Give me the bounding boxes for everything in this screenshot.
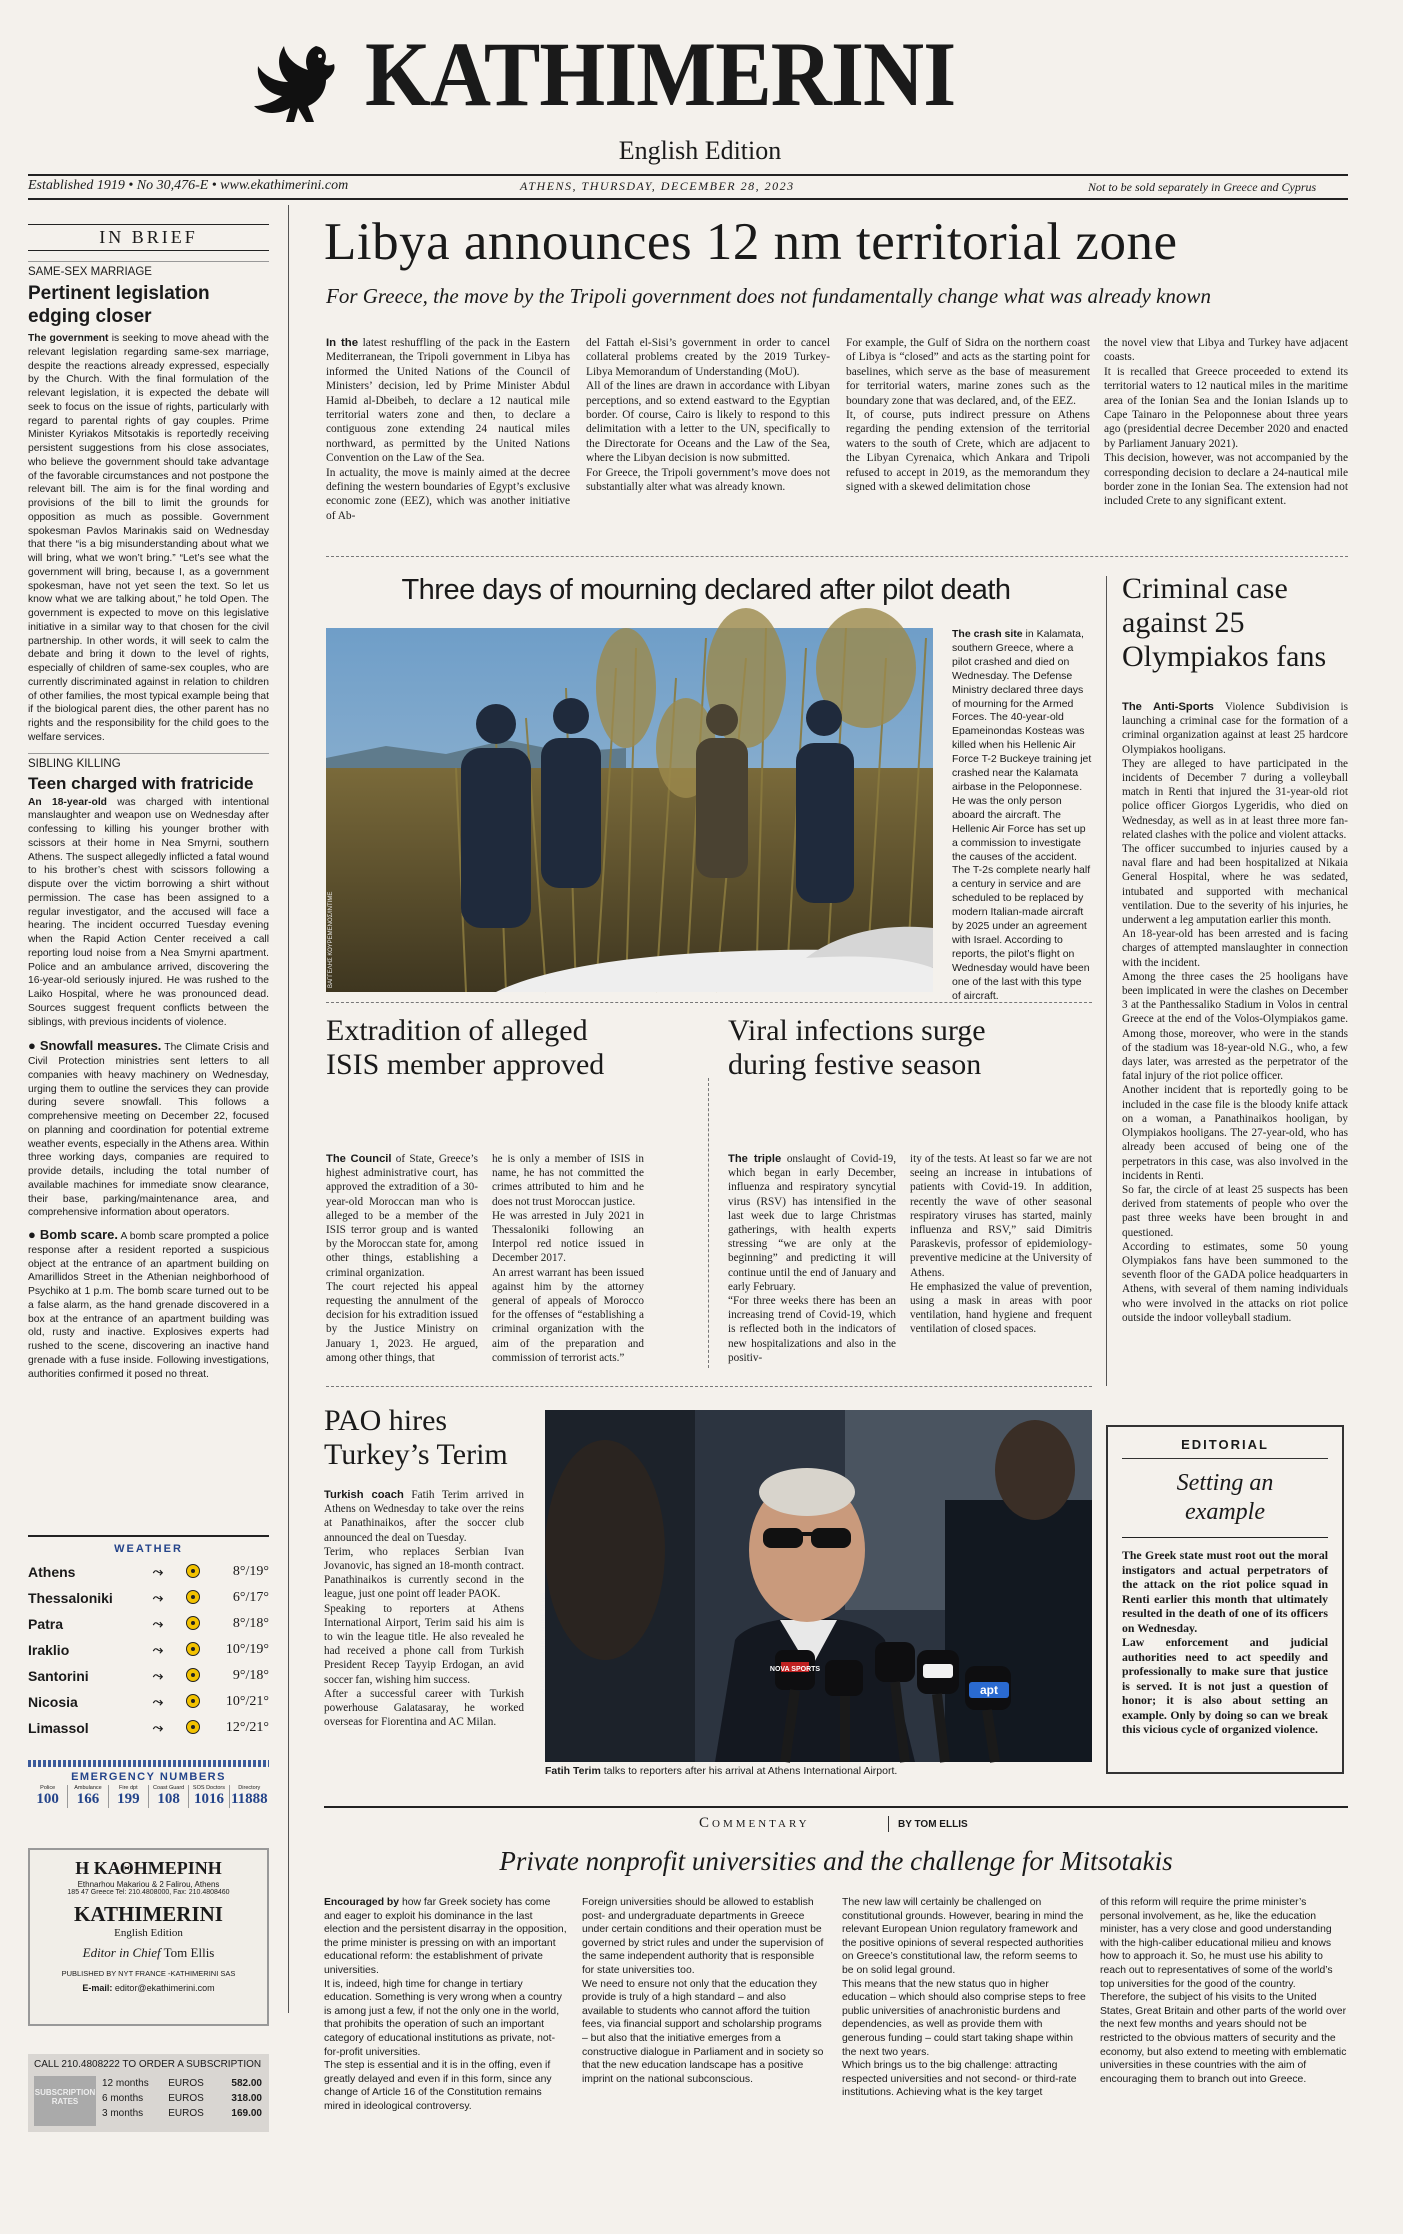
masthead (0, 0, 1403, 200)
weather-city: Patra (28, 1616, 64, 1632)
wind-icon: ⤳ (152, 1720, 164, 1735)
sub-price: 169.00 (231, 2108, 262, 2119)
weather-temp: 12°/21° (225, 1720, 269, 1735)
weather-row (28, 1585, 269, 1611)
sub-price: 318.00 (231, 2093, 262, 2104)
terim-photo (541, 1410, 1092, 1762)
lead-col-4: the novel view that Libya and Turkey have adjacent coasts. It is recalled that Greece proceeded to extend its territorial waters to 12 nautical miles in the maritime area of the Ionian Sea and the Ionian Islands up to Cape Tainaro in the Peloponnese about three years ago (presidential decree December 2020 and enacted by Parliament January 2021). This decision, however, was not accompanied by the corresponding decision to declare a 24-nautical mile border zone in the Ionian Sea. The extension had not included Crete to any significant extent. (1104, 337, 1348, 508)
emergency-item (188, 1785, 228, 1808)
sub-period: 3 months (102, 2108, 144, 2119)
weather-box (28, 1535, 269, 1741)
crash-site-photo (326, 628, 933, 992)
terim-photo-credit: ΑΛΕΞΑΝΔΡΟΣ ΣΤΑΜΑΤΙΟΥ/INTIME NEWS (541, 1592, 547, 1710)
viral-col-1: The triple onslaught of Covid-19, which began in early December, influenza and respiratory syncytial virus (RSV) has intensified in the last week due to large Christmas gatherings, with health experts stressing “we are only at the beginning” and predicting it will continue until the end of January and early February. “For three weeks there has been an increasing trend of Covid-19, which is reflected both in the indicators of new hospitalizations and also in the positiv- (728, 1153, 896, 1364)
weather-row (28, 1611, 269, 1637)
publisher-greek-name: Η ΚΑΘΗΜΕΡΙΝΗ (75, 1858, 222, 1878)
weather-row (28, 1689, 269, 1715)
subscription-label: SUBSCRIPTION RATES (34, 2076, 96, 2126)
brief-text-snowfall: ● Snowfall measures. The Climate Crisis and Civil Protection ministries sent letters to all companies with heavy machinery on Wednesday, urging them to outline the services they can provide during severe snowfall. This follows a comprehensive meeting on December 22, focused on planning and coordination for potential extreme weather events, especially in the Athens area. Within three working days, companies are required to provide details, including the total number of available machines for immediate snow clearance, their base, parking/maintenance area, and comprehensive information about operators. (28, 1038, 269, 1219)
commentary-col-2: Foreign universities should be allowed to establish post- and undergraduate departments in Greece under certain conditions and their operation must be governed by strict rules and under the supervision of the same independent authority that is responsible for state universities too. We need to ensure not only that the education they provide is truly of a high standard – and also available to students who cannot afford the tuition fees, via financial support and scholarship programs – but also that the initiative emerges from a constructive dialogue in Parliament and in society so that the new education landscape has a positive imprint on the national subconscious. (582, 1897, 824, 2085)
weather-temp: 8°/18° (232, 1616, 269, 1631)
emergency-label: Fire dpt (118, 1785, 138, 1791)
wind-icon: ⤳ (152, 1590, 164, 1605)
publisher-edition: English Edition (114, 1927, 183, 1939)
mic-flag-nova: NOVA SPORTS (769, 1666, 821, 1673)
emergency-number: 1016 (193, 1791, 224, 1807)
weather-temp: 8°/19° (232, 1564, 269, 1579)
sun-icon (173, 1715, 213, 1741)
lead-headline: Libya announces 12 nm territorial zone (324, 213, 1178, 271)
weather-row (28, 1715, 269, 1741)
weather-header: WEATHER (114, 1543, 183, 1555)
editorial-text: The Greek state must root out the moral instigators and actual perpetrators of the attack on the riot police squad in Renti earlier this month that ultimately resulted in the death of one of its officers on Wednesday. Law enforcement and judicial authorities need to act speedily and professionally to make sure that justice is served. It is not just a question of honor; it is also about setting an example. Only by doing so can we break this vicious cycle of organized violence. (1122, 1548, 1328, 1736)
lead-subhead: For Greece, the move by the Tripoli government does not fundamentally change what was already known (326, 284, 1211, 308)
emergency-number: 11888 (230, 1791, 268, 1807)
dateline: ATHENS, THURSDAY, DECEMBER 28, 2023 (520, 179, 795, 193)
emergency-label: Police (40, 1785, 56, 1791)
weather-temp: 10°/19° (225, 1642, 269, 1657)
crash-photo-credit: ΒΑΓΓΕΛΗΣ ΚΟΥΡΕΜΕΝΟΣ/ΙΝΤΙΜΕ (328, 891, 334, 988)
publisher-name: KATHIMERINI (74, 1902, 223, 1926)
weather-row (28, 1637, 269, 1663)
weather-table (28, 1559, 269, 1741)
weather-temp: 10°/21° (225, 1694, 269, 1709)
mourning-headline: Three days of mourning declared after pilot death (401, 574, 1011, 606)
griffin-logo-icon (246, 36, 338, 132)
pao-text: Turkish coach Fatih Terim arrived in Athens on Wednesday to take over the reins at Panathinaikos, after the soccer club announced the deal on Tuesday. Terim, who replaces Serbian Ivan Jovanovic, has signed an 18-month contract. Panathinaikos is currently second in the league, just one point off leader PAOK. Speaking to reporters at Athens International Airport, Terim said his aim is to win the league title. He also revealed he had received a phone call from Turkish President Recep Tayyip Erdogan, an avid soccer fan, wishing him success. After a successful career with Turkish powerhouse Galatasaray, he worked overseas for Fiorentina and AC Milan. (324, 1489, 524, 1729)
brief-text-bomb: ● Bomb scare. A bomb scare prompted a police response after a resident reported a suspicious object at the entrance of an apartment building on Amarillidos Street in the Athenian neighborhood of Psychiko at 1 p.m. The bomb scare turned out to be a false alarm, as the hand grenade discovered in a box at the entrance of an apartment building was old, rusty and inactive. Explosives experts had rushed to the scene, discovering an inactive hand grenade with a fuse inside. Following investigations, authorities confirmed it posed no threat. (28, 1227, 269, 1380)
weather-temp: 9°/18° (232, 1668, 269, 1683)
weather-city: Nicosia (28, 1694, 78, 1710)
lead-col-3: For example, the Gulf of Sidra on the northern coast of Libya is “closed” and acts as the starting point for baselines, which serve as the base of measurement for territorial waters, marine zones such as the boundary zone that was declared, and, of the EEZ. It, of course, puts indirect pressure on Athens regarding the pending extension of the territorial waters to the south of Crete, which are adjacent to the Libyan Cyrenaica, which Ankara and Tripoli refused to accept in 2019, as the memorandum they signed with a skewed delimitation chose (846, 337, 1090, 494)
sub-currency: EUROS (168, 2093, 204, 2104)
sun-icon (173, 1637, 213, 1663)
editorial-title: Setting an example (1176, 1470, 1274, 1525)
weather-city: Iraklio (28, 1642, 70, 1658)
wind-icon: ⤳ (152, 1642, 164, 1657)
wind-icon: ⤳ (152, 1564, 164, 1579)
brief-kicker-sibling: SIBLING KILLING (28, 753, 269, 770)
publisher-address1: Ethnarhou Makariou & 2 Falirou, Athens (77, 1880, 220, 1889)
brief-title-marriage: Pertinent legislation edging closer (28, 283, 210, 327)
emergency-item (108, 1785, 148, 1808)
sun-icon (173, 1663, 213, 1689)
weather-city: Limassol (28, 1720, 89, 1736)
subscription-row (102, 2091, 262, 2106)
sun-icon (173, 1559, 213, 1585)
sub-currency: EUROS (168, 2108, 204, 2119)
publisher-email: E-mail: editor@ekathimerini.com (82, 1983, 215, 1993)
editorial-label: EDITORIAL (1122, 1437, 1328, 1459)
sun-icon (173, 1689, 213, 1715)
commentary-byline: BY TOM ELLIS (898, 1819, 968, 1830)
emergency-label: SOS Doctors (192, 1785, 226, 1791)
publisher-address2: 185 47 Greece Tel: 210.4808000, Fax: 210.4808460 (67, 1889, 230, 1896)
criminal-text: The Anti-Sports Violence Subdivision is launching a criminal case for the formation of a criminal organization against at least 25 hardcore Olympiakos hooligans. They are alleged to have participated in the incidents of December 7 during a volleyball match in Renti that injured the 31-year-old riot police officer Giorgos Lygeridis, who died on Wednesday, as well as in at least three more fan-related clashes with the police and violent attacks. The officer succumbed to injuries caused by a naval flare and had been hospitalized at Nikaia General Hospital, where he was sedated, intubated and supported with mechanical ventilation. Due to the severity of his injuries, he underwent a leg amputation earlier this month. An 18-year-old has been arrested and is facing charges of attempted manslaughter in connection with the incident. Among the three cases the 25 hooligans have been implicated in were the clashes on December 3 at the Panthessaliko Stadium in Volos in central Greece at the end of the Volos-Olympiakos game. Among those, moreover, who were in the stands of the stadium was 18-year-old N.G., who, a few days later, was arrested as the perpetrator of the fatal injury of the riot police officer. Another incident that is reportedly going to be included in the case file is the bloody knife attack on a woman, a Panathinaikos hooligan, by Olympiakos hooligans. The 27-year-old, who has already been accused of being one of the perpetrators in this case, was also involved in the incidents in Renti. So far, the circle of at least 25 suspects has been derived from statements of people who over the past three weeks have been brought in and questioned. According to estimates, some 50 young Olympiakos fans have been summoned to the seventh floor of the GADA police headquarters in Athens, with several of them naming individuals who were involved in the attacks on riot police outside the indoor volleyball stadium. (1122, 701, 1348, 1324)
masthead-title: KATHIMERINI (365, 23, 956, 125)
wind-icon: ⤳ (152, 1668, 164, 1683)
sub-period: 6 months (102, 2093, 144, 2104)
emergency-item (148, 1785, 188, 1808)
commentary-col-4: of this reform will require the prime minister’s personal involvement, as he, like the education minister, has a very close and good understanding with the high-caliber educational milieu and knows how to approach it. So, he must use his ability to reach out to representatives of some of the world’s top universities for the good of the country. Therefore, the subject of his visits to the United States, Great Britain and other parts of the world over the next few months and years should not be restricted to the obvious matters of security and the economy, but also extend to meeting with emblematic universities in these countries with the aim of encouraging them to branch out into Greece. (1100, 1897, 1347, 2085)
mourning-caption: The crash site in Kalamata, southern Greece, where a pilot crashed and died on Wednesday. The Defense Ministry declared three days of mourning for the Armed Forces. The 40-year-old Epameinondas Kosteas was killed when his Hellenic Air Force T-2 Buckeye training jet crashed near the Kalamata airbase in the Peloponnese. He was the only person aboard the aircraft. The Hellenic Air Force has set up a commission to investigate the causes of the accident. The T-2s complete nearly half a century in service and are scheduled to be replaced by modern Italian-made aircraft by 2025 under an agreement with Israel. According to reports, the pilot’s flight on Wednesday would have been one of the last with this type of aircraft. (952, 628, 1092, 1002)
brief-kicker-marriage: SAME-SEX MARRIAGE (28, 261, 269, 278)
emergency-label: Ambulance (74, 1785, 102, 1791)
extradition-col-1: The Council of State, Greece’s highest administrative court, has approved the extradition of a 30-year-old Moroccan man who is alleged to be a member of the ISIS terror group and is wanted by the Moroccan state for, among other things, establishing a criminal organization. The court rejected his appeal requesting the annulment of the decision for his extradition issued by the Justice Ministry on January 1, 2023. He argued, among other things, that (326, 1153, 478, 1364)
emergency-number: 108 (157, 1791, 180, 1807)
wind-icon: ⤳ (152, 1694, 164, 1709)
wind-icon: ⤳ (152, 1616, 164, 1631)
weather-temp: 6°/17° (232, 1590, 269, 1605)
sun-icon (173, 1611, 213, 1637)
weather-city: Santorini (28, 1668, 89, 1684)
criminal-headline: Criminal case against 25 Olympiakos fans (1122, 572, 1327, 673)
emergency-number: 100 (36, 1791, 59, 1807)
not-sold-notice: Not to be sold separately in Greece and Cyprus (1088, 180, 1317, 194)
brief-text-marriage: The government is seeking to move ahead with the relevant legislation regarding same-sex marriage, despite the reactions already expressed, especially by the Church. With the final formulation of the relevant legislation, it is expected the debate will seek to focus on the issue of rights, particularly with regard to parental rights of gay couples. Prime Minister Kyriakos Mitsotakis is reportedly receiving persistent suggestions from his close associates, who believe the government should take advantage of the favorable circumstances and not postpone the relevant bill. The aim is for the final wording and provisions of the bill to limit the grounds for opposition as much as possible. Government spokesman Pavlos Marinakis said on Wednesday that there “is a big misunderstanding about what we will bring, what we won’t bring.” “Let’s see what the government will bring, because I, as a government spokesman, have not yet seen the text. So let us know what we are talking about,” he told Open. The government is expected to move on this legislative initiative in a similar way to that chosen for the civil partnership. In other words, it will seek to calm the debate and bring it down to the level of rights, especially of children of same-sex couples, who are currently discriminated against in relation to children of other families, the most typical example being that if the biological parent dies, the other parent has no rights and the responsibility for the child goes to the welfare services. (28, 333, 269, 743)
established-line: Established 1919 • No 30,476-E • www.ekathimerini.com (28, 178, 349, 193)
weather-row (28, 1663, 269, 1689)
weather-city: Thessaloniki (28, 1590, 113, 1606)
extradition-col-2: he is only a member of ISIS in name, he has not committed the crimes attributed to him and he does not trust Moroccan justice. He was arrested in July 2021 in Thessaloniki following an Interpol red notice issued in December 2017. An arrest warrant has been issued against him by the attorney general of appeals of Morocco for the offenses of “establishing a criminal organization with the aim of the preparation and commission of terrorist acts.” (492, 1153, 644, 1364)
terim-caption: Fatih Terim talks to reporters after his arrival at Athens International Airport. (545, 1765, 898, 1777)
emergency-item (67, 1785, 107, 1808)
viral-headline: Viral infections surge during festive season (728, 1014, 986, 1081)
emergency-box (28, 1760, 269, 1808)
brief-text-sibling: An 18-year-old was charged with intentional manslaughter and weapon use on Wednesday after confessing to killing his younger brother with scissors at their home in Nea Smyrni, southern Athens. The suspect allegedly inflicted a fatal wound to his brother’s chest with scissors following a dispute over the victim borrowing a shirt without permission. The case has been assigned to a regular investigator, and the accused will face a hearing. The incident occurred Tuesday evening when the Rapid Action Center received a call reporting loud noise from a Nea Smyrni apartment. Police and an ambulance arrived, discovering the 16-year-old seriously injured. He was rushed to the Laiko Hospital, where he was pronounced dead. Sources suggest frequent conflicts between the siblings, with previous incidents of violence. (28, 796, 269, 1028)
extradition-headline: Extradition of alleged ISIS member approved (326, 1014, 605, 1081)
lead-col-2: del Fattah el-Sisi’s government in order to cancel collateral problems created by the 2019 Turkey-Libya Memorandum of Understanding (MoU). All of the lines are drawn in accordance with Libyan perceptions, and so extend eastward to the Egyptian border. Of course, Cairo is likely to respond to this delimitation with a letter to the UN, specifically to the Directorate for Oceans and the Law of the Sea, where the Libyan decision is now submitted. For Greece, the Tripoli government’s move does not substantially alter what was already known. (586, 337, 830, 494)
publisher-box (28, 1848, 269, 2026)
sun-icon (173, 1585, 213, 1611)
editorial-box (1106, 1425, 1344, 1774)
subscription-row (102, 2106, 262, 2121)
sub-currency: EUROS (168, 2078, 204, 2089)
sub-period: 12 months (102, 2078, 149, 2089)
emergency-label: Coast Guard (153, 1785, 185, 1791)
emergency-item (229, 1785, 269, 1808)
in-brief-header: IN BRIEF (28, 224, 269, 251)
lead-col-1: In the latest reshuffling of the pack in the Eastern Mediterranean, the Tripoli government in Libya has informed the United Nations of the Council of Ministers’ decision, led by Prime Minister Abdul Hamid al-Dbeibeh, to declare a 12 nautical mile territorial waters zone and then, to declare a contiguous zone extending 24 nautical miles northward, as permitted by the United Nations Convention on the Law of the Sea. In actuality, the move is mainly aimed at the decree defining the western boundaries of Egypt’s exclusive economic zone (EEZ), which was another initiative of Ab- (326, 337, 570, 522)
commentary-headline: Private nonprofit universities and the challenge for Mitsotakis (499, 1846, 1173, 1876)
subscription-call: CALL 210.4808222 TO ORDER A SUBSCRIPTION (34, 2059, 262, 2070)
publisher-editor: Editor in Chief Tom Ellis (82, 1945, 215, 1960)
weather-row (28, 1559, 269, 1585)
emergency-item (28, 1785, 67, 1808)
subscription-box (28, 2054, 269, 2132)
commentary-label: Commentary (699, 1815, 810, 1831)
emergency-label: Directory (238, 1785, 261, 1791)
commentary-col-1: Encouraged by how far Greek society has come and eager to exploit his dominance in the last election and the persistent disarray in the opposition, the prime minister is pressing on with an important educational reform: the establishment of private universities. It is, indeed, high time for change in tertiary education. Something is very wrong when a country is among just a few, if not the only one in the world, that prohibits the operation of such an important category of educational institutions as private, not-for-profit universities. The step is essential and it is in the offing, even if greatly delayed and even if in this form, since any change of Article 16 of the Constitution remains mired in ideological controversy. (324, 1897, 567, 2112)
masthead-edition: English Edition (618, 136, 782, 165)
brief-title-sibling: Teen charged with fratricide (28, 773, 254, 793)
in-brief-column (28, 210, 269, 1381)
emergency-number: 199 (117, 1791, 140, 1807)
sub-price: 582.00 (231, 2078, 262, 2089)
mic-flag-apt: apt (980, 1683, 998, 1697)
emergency-header: EMERGENCY NUMBERS (71, 1771, 226, 1783)
emergency-number: 166 (76, 1791, 100, 1807)
viral-col-2: ity of the tests. At least so far we are not seeing an increase in intubations of patients with Covid-19. In addition, recently the wave of other seasonal respiratory viruses has started, mainly influenza and RSV,” said Dimitris Paraskevis, professor of epidemiology-preventive medicine at the University of Athens. He emphasized the value of prevention, using a mask in areas with poor ventilation, hand hygiene and frequent ventilation of closed spaces. (910, 1153, 1092, 1336)
subscription-row (102, 2076, 262, 2091)
pao-headline: PAO hires Turkey’s Terim (324, 1404, 508, 1471)
commentary-col-3: The new law will certainly be challenged on constitutional grounds. However, bearing in mind the relevant European Union regulatory framework and the positive opinions of several respected authorities on Greece’s constitutional law, the reform seems to be on solid legal ground. This means that the new status quo in higher education – which should also comprise steps to free public universities of anachronistic burdens and dependencies, as well as provide them with generous funding – could start taking shape within the next two years. Which brings us to the big challenge: attracting respected universities and not second- or third-rate institutions. Achieving what is the key target (842, 1897, 1086, 2099)
weather-city: Athens (28, 1564, 76, 1580)
published-by: PUBLISHED BY NYT FRANCE -KATHIMERINI SAS (61, 1969, 236, 1978)
